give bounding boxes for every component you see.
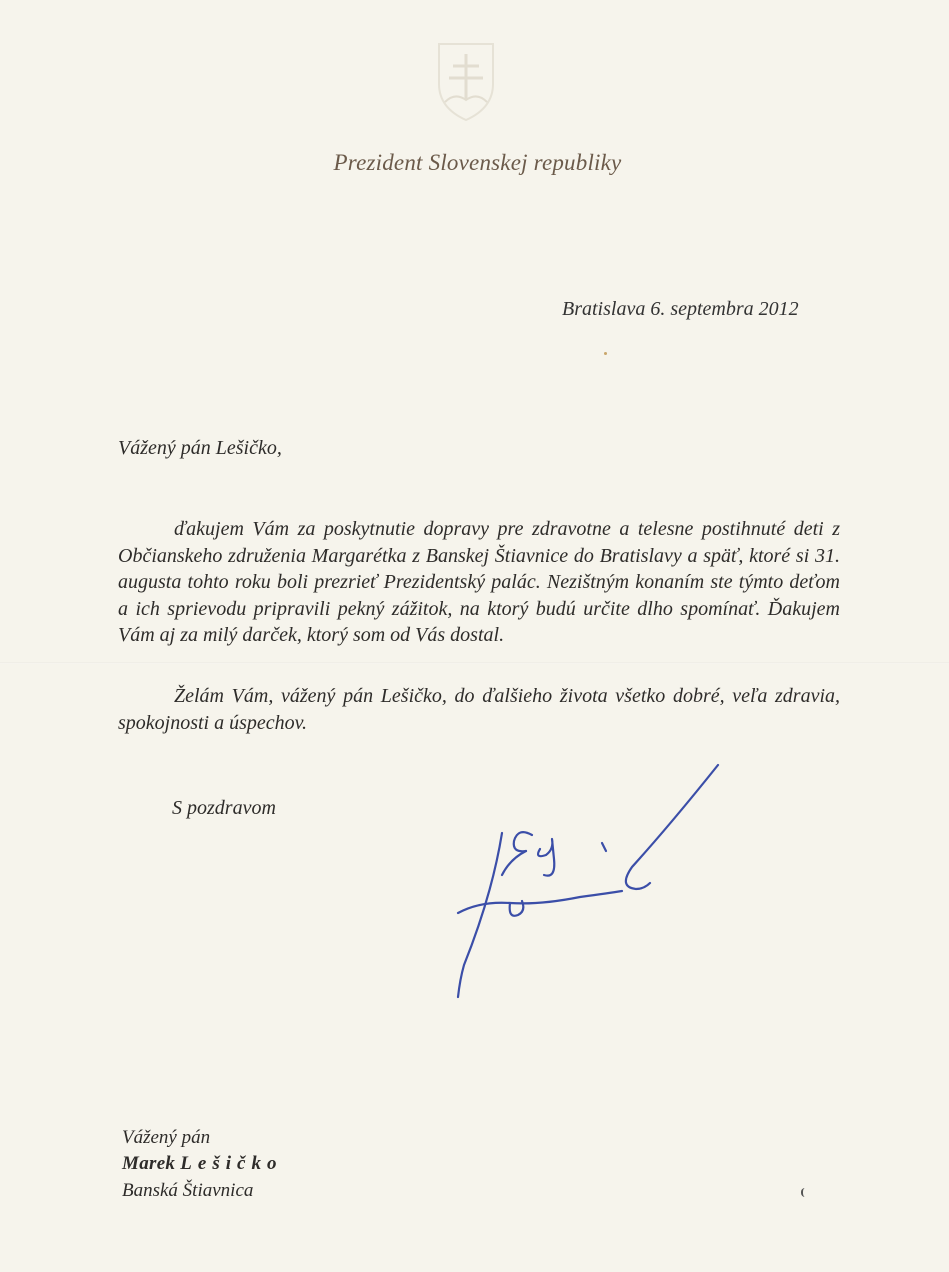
paper-speck bbox=[604, 352, 607, 355]
letter-date: Bratislava 6. septembra 2012 bbox=[562, 298, 799, 320]
recipient-name bbox=[122, 1153, 282, 1175]
letterhead-title bbox=[0, 150, 949, 176]
body-paragraph-1: ďakujem Vám za poskytnutie dopravy pre zdravotne a telesne postihnuté deti z Občianskeho združenia Margarétka z Banskej Štiavnice do Bratislavy a späť, ktoré si 31. augusta tohto roku boli prezrieť Prezidentský palác. Nezištným konaním ste týmto deťom a ich sprievodu pripravili pekný zážitok, na ktorý budú určite dlho spomínať. Ďakujem Vám aj za milý darček, ktorý som od Vás dostal. bbox=[118, 518, 840, 646]
handwritten-signature bbox=[440, 755, 740, 1005]
paper-fold-line bbox=[0, 662, 949, 664]
recipient-last-name: Lešičko bbox=[180, 1153, 283, 1174]
recipient-line-1: Vážený pán bbox=[122, 1127, 211, 1148]
recipient-first-name: Marek bbox=[122, 1153, 176, 1174]
recipient-city: Banská Štiavnica bbox=[122, 1180, 254, 1201]
body-paragraph-2: Želám Vám, vážený pán Lešičko, do ďalšieho života všetko dobré, veľa zdravia, spokojnosti a úspechov. bbox=[118, 685, 840, 734]
letterhead-title-part1: Prezident bbox=[333, 150, 423, 175]
closing: S pozdravom bbox=[172, 797, 276, 819]
letterhead-title-part2: Slovenskej republiky bbox=[428, 150, 622, 175]
salutation: Vážený pán Lešičko, bbox=[118, 437, 282, 459]
ink-mark bbox=[801, 1188, 806, 1197]
embossed-coat-of-arms-icon bbox=[431, 40, 501, 124]
